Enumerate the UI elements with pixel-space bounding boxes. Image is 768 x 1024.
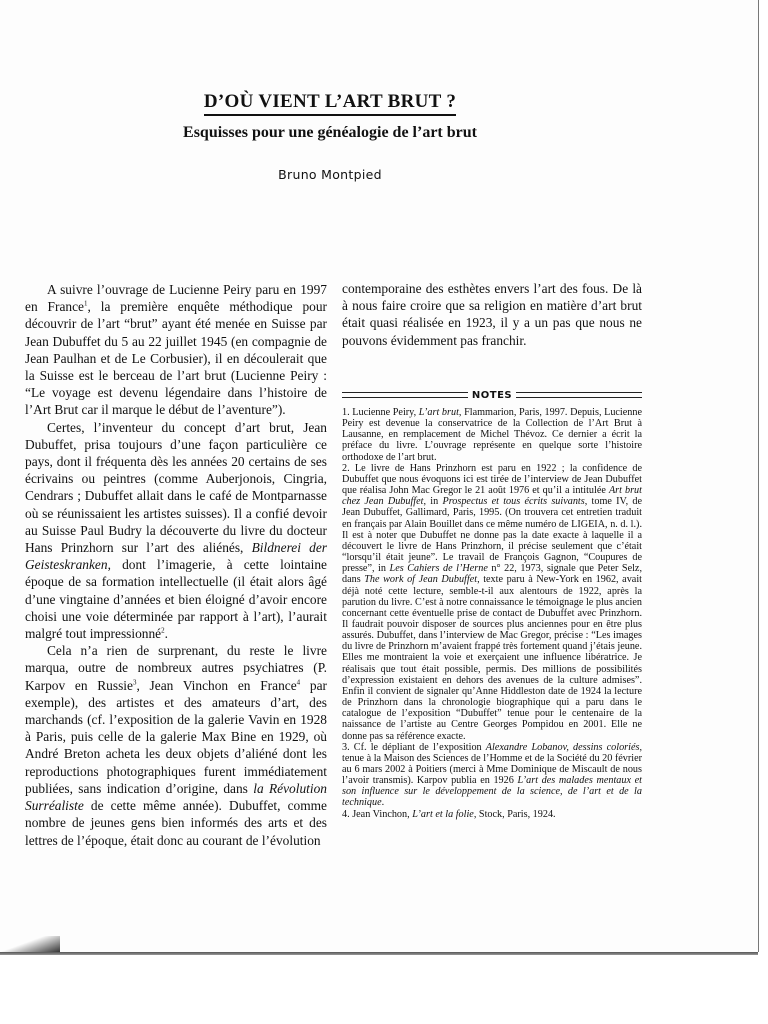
cited-title: Prospectus et tous écrits suivants <box>442 496 585 508</box>
body-column-left <box>25 281 327 849</box>
text-run: n° 22, 1973, signale que Peter Selz, dans <box>342 563 643 586</box>
cited-title: L’art brut <box>418 407 459 418</box>
text-run: , Flammarion, Paris, 1997. Depuis, Lucienne Peiry est devenue la conservatrice de la Collection de l’Art Brut à Lausanne, en remplacement de Michel Thévoz. Ce dernier a écrit la préface du livre. L’ouvrage représente en quelque sorte l’histoire orthodoxe de l’art brut. <box>342 407 642 463</box>
footnote-ref: 3 <box>132 678 137 687</box>
footnote-ref: 2 <box>161 626 165 635</box>
body-column-right <box>342 280 642 349</box>
text-run: Cela n’a rien de surprenant, du reste le livre marqua, outre de nombreux autres psychiatres (P. Karpov en Russie <box>25 643 327 693</box>
note-2 <box>342 463 642 742</box>
footnotes <box>342 407 642 820</box>
cited-title: L’art et la folie <box>412 808 474 820</box>
paragraph-3 <box>25 642 327 848</box>
text-run: , Jean Vinchon en France <box>136 677 297 693</box>
paragraph-1 <box>25 281 327 419</box>
text-run: de cette même année). Dubuffet, comme nombre de jeunes gens bien informés des arts et des lettres de l’époque, était donc au courant de l’évolution <box>25 798 327 848</box>
text-run: 4. Jean Vinchon, <box>342 808 413 820</box>
cited-title: L’art des malades mentaux et son influence sur le développement de la science, de l’art et de la technique <box>342 775 642 809</box>
note-1 <box>342 407 642 463</box>
text-run: 3. Cf. le dépliant de l’exposition <box>342 741 486 753</box>
title-text: D’OÙ VIENT L’ART BRUT ? <box>204 91 456 116</box>
text-run: . <box>381 797 385 809</box>
cited-title: Les Cahiers de l’Herne <box>389 563 488 575</box>
text-run: , la première enquête méthodique pour découvrir de l’art “brut” ayant été menée en Suisse par Jean Dubuffet du 5 au 22 juillet 1945 (en compagnie de Jean Paulhan et de Le Corbusier), il en découlerait que la Suisse est le berceau de l’art brut (Lucienne Peiry : “Le voyage est devenu légendaire dans l’histoire de l’Art Brut car il marque le début de l’aventure”). <box>25 299 328 418</box>
notes-heading-label: NOTES <box>471 389 513 401</box>
page-corner-shadow <box>0 936 60 952</box>
text-run: A suivre l’ouvrage de Lucienne Peiry paru en 1997 en France <box>25 282 327 315</box>
double-rule-left <box>342 392 468 398</box>
footnote-ref: 4 <box>296 678 301 687</box>
text-run: 2. Le livre de Hans Prinzhorn est paru en 1922 ; la confidence de Dubuffet que nous évoquons ici est tirée de l’interview de Jean Dubuffet que réalisa John Mac Gregor le 21 août 1976 et qu’il a intitulée <box>342 462 642 497</box>
page-bottom-edge <box>0 952 758 955</box>
text-run: par exemple), des artistes et des amateurs d’art, des marchands (cf. l’exposition de la galerie Vavin en 1928 à Paris, puis celle de la galerie Max Bine en 1929, où André Breton acheta les deux objets d’aliéné dont les reproductions photographiques furent immédiatement publiées, sans indication d’origine, dans <box>25 677 327 796</box>
author-name: Bruno Montpied <box>278 167 382 182</box>
text-run: , Stock, Paris, 1924. <box>473 808 556 820</box>
text-run: 1. Lucienne Peiry, <box>342 407 419 418</box>
text-run: , tenue à la Maison des Sciences de l’Homme et de la Société du 20 février au 6 mars 2002 à Poitiers (merci à Mme Dominique de Miscault de nous l’avoir transmis). Karpov publia en 1926 <box>342 741 643 787</box>
note-4 <box>342 809 642 820</box>
footnote-ref: 1 <box>83 299 88 308</box>
article-subtitle: Esquisses pour une généalogie de l’art brut <box>183 124 477 141</box>
note-3 <box>342 742 642 809</box>
text-run: , dont l’imagerie, à cette lointaine époque de sa formation intellectuelle (il était alors âgé d’une vingtaine d’années et bien éloigné d’avoir encore choisi une voie déterminée par rapport à l’art), l’aurait malgré tout impressionné <box>25 557 327 642</box>
double-rule-right <box>516 392 642 398</box>
text-run: Certes, l’inventeur du concept d’art brut, Jean Dubuffet, prisa toujours d’une façon particulière ce pays, dont il fréquenta dès les années 20 certains de ses écrivains ou peintres (comme Auberjonois, Cingria, Cendrars ; Dubuffet allait dans le café de Montparnasse où se réunissaient les artistes suisses). Il a confié devoir au Suisse Paul Budry la découverte du livre du docteur Hans Prinzhorn sur l’art des aliénés, <box>25 419 327 556</box>
book-title: Bildnerei der Geisteskranken <box>25 540 327 573</box>
paragraph-4: contemporaine des esthètes envers l’art des fous. De là à nous faire croire que sa religion en matière d’art brut était quasi réalisée en 1923, il y a un pas que nous ne pouvons évidemment pas franchir. <box>342 281 642 348</box>
notes-heading <box>342 388 642 402</box>
text-run: , tome IV, de Jean Dubuffet, Gallimard, Paris, 1995. (On trouvera cet entretien traduit en français par Alain Bouillet dans ce même numéro de LIGEIA, n. d. l.). Il est à noter que Dubuffet ne donne pas la date exacte à laquelle il a découvert le livre de Hans Prinzhorn, il précise seulement que c’était “lorsqu’il était jeune”. Le travail de François Gagnon, “Coupures de presse”, in <box>342 496 642 575</box>
paragraph-2 <box>25 419 327 643</box>
cited-title: Art brut chez Jean Dubuffet <box>342 485 642 508</box>
cited-title: Alexandre Lobanov, dessins coloriés <box>485 741 640 753</box>
journal-title: la Révolution Surréaliste <box>25 780 327 814</box>
text-run: , texte paru à New-York en 1962, avait déjà noté cette lecture, semble-t-il aux alentours de 1922, après la parution du livre. C’est à notre connaissance le témoignage le plus ancien concernant cette éventuelle prise de contact de Dubuffet avec Prinzhorn. Il faudrait pouvoir disposer de sources plus anciennes pour en être plus assurés. Dubuffet, dans l’interview de Mac Gregor, précise : “Les images du livre de Prinzhorn m’avaient frappé très fortement quand j’étais jeune. Elles me montraient la voie et exerçaient une influence libératrice. Je réalisais que tout était possible, permis. Des millions de possibilités d’expression existaient en dehors des avenues de la culture admises”. Enfin il convient de signaler qu’Anne Hiddleston date de 1924 la lecture de Prinzhorn dans la chronologie biographique qui a paru dans le catalogue de l’exposition “Dubuffet” tenue pour le centenaire de la naissance de l’artiste au Centre Georges Pompidou en 2001. Elle ne donne pas sa référence exacte. <box>342 574 642 742</box>
text-run: . <box>164 626 168 642</box>
cited-title: The work of Jean Dubuffet <box>364 574 478 586</box>
article-title <box>0 91 660 116</box>
text-run: , in <box>423 496 443 508</box>
